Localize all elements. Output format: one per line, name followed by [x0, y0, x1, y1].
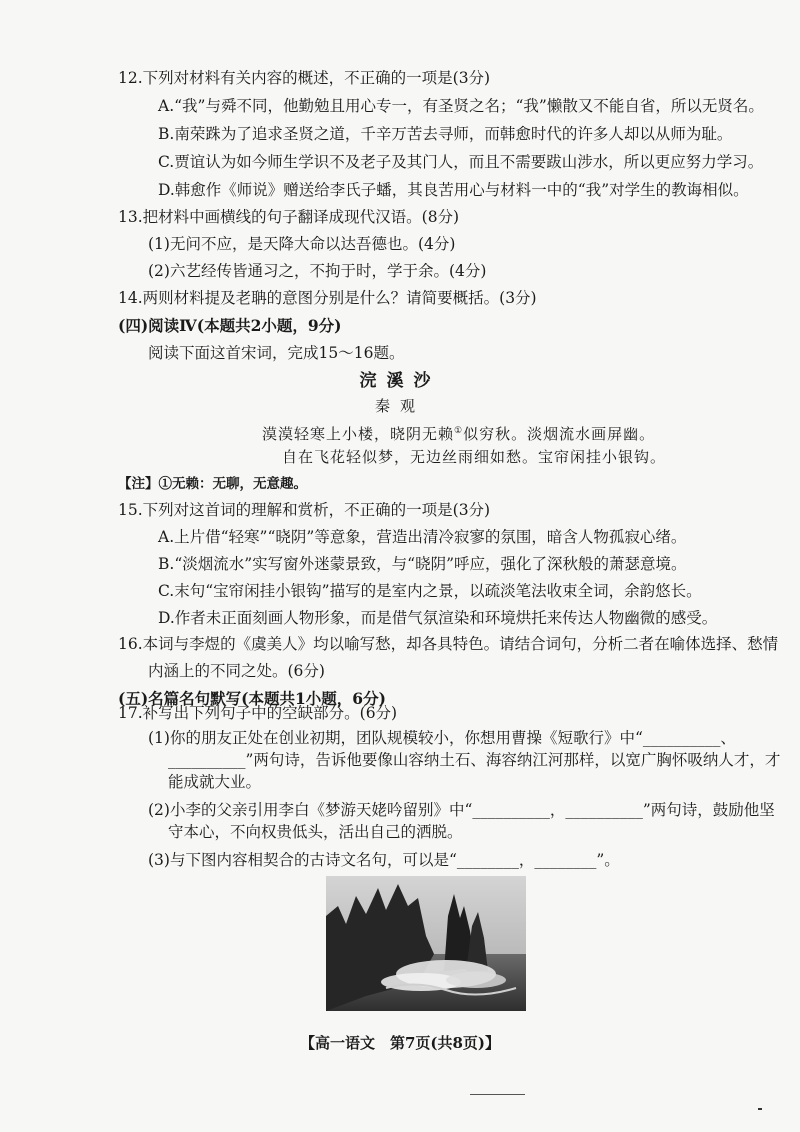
section4-header: (四)阅读Ⅳ(本题共2小题，9分) [118, 316, 342, 335]
q15-option-d: D.作者未正面刻画人物形象，而是借气氛渲染和环境烘托来传达人物幽微的感受。 [158, 609, 718, 627]
q13-stem: 13.把材料中画横线的句子翻译成现代汉语。(8分) [118, 208, 460, 226]
q17-sub2-line2: 守本心，不向权贵低头，活出自己的洒脱。 [168, 823, 463, 841]
seascape-illustration [326, 876, 526, 1011]
q17-stem: 17.补写出下列句子中的空缺部分。(6分) [118, 704, 398, 722]
poem-line-2: 自在飞花轻似梦，无边丝雨细如愁。宝帘闲挂小银钩。 [282, 448, 667, 466]
q16-line-2: 内涵上的不同之处。(6分) [148, 662, 325, 680]
poem-author: 秦观 [374, 397, 425, 415]
q13-sub1: (1)无问不应，是天降大命以达吾德也。(4分) [148, 235, 456, 253]
q17-sub1-line3: 能成就大业。 [168, 773, 262, 791]
q13-sub2: (2)六艺经传皆通习之，不拘于时，学于余。(4分) [148, 262, 487, 280]
page-footer: 【高一语文 第7页(共8页)】 [299, 1034, 501, 1052]
q12-option-c: C.贾谊认为如今师生学识不及老子及其门人，而且不需要跋山涉水，所以更应努力学习。 [158, 153, 764, 171]
footer-rule [470, 1094, 525, 1095]
poem-line-1b: 似穷秋。淡烟流水画屏幽。 [463, 425, 656, 443]
q12-stem: 12.下列对材料有关内容的概述，不正确的一项是(3分) [118, 69, 491, 87]
q17-sub3: (3)与下图内容相契合的古诗文名句，可以是“________，________”。 [148, 851, 620, 869]
poem-title: 浣溪沙 [359, 371, 441, 391]
poem-line-1a: 漠漠轻寒上小楼，晓阴无赖 [262, 425, 455, 443]
q12-option-b: B.南荣跦为了追求圣贤之道，千辛万苦去寻师，而韩愈时代的许多人却以从师为耻。 [158, 125, 733, 143]
section5-header: (五)名篇名句默写(本题共1小题，6分) [118, 689, 386, 708]
q15-option-b: B.“淡烟流水”实写窗外迷蒙景致，与“晓阴”呼应，强化了深秋般的萧瑟意境。 [158, 555, 687, 573]
q15-option-a: A.上片借“轻寒”“晓阴”等意象，营造出清冷寂寥的氛围，暗含人物孤寂心绪。 [158, 528, 687, 546]
q12-option-d: D.韩愈作《师说》赠送给李氏子蟠，其良苦用心与材料一中的“我”对学生的教诲相似。 [158, 181, 749, 199]
scan-mark [758, 1108, 762, 1110]
section4-intro: 阅读下面这首宋词，完成15～16题。 [148, 344, 405, 362]
q17-sub1-line1: (1)你的朋友正处在创业初期，团队规模较小，你想用曹操《短歌行》中“__________、 [148, 729, 736, 747]
q12-option-a: A.“我”与舜不同，他勤勉且用心专一，有圣贤之名；“我”懒散又不能自省，所以无贤名。 [158, 97, 764, 115]
q14-stem: 14.两则材料提及老聃的意图分别是什么？请简要概括。(3分) [118, 289, 537, 307]
q16-line-1: 16.本词与李煜的《虞美人》均以喻写愁，却各具特色。请结合词句，分析二者在喻体选择、愁情 [118, 635, 779, 653]
q15-option-c: C.末句“宝帘闲挂小银钩”描写的是室内之景，以疏淡笔法收束全词，余韵悠长。 [158, 582, 702, 600]
poem-line-1 [262, 421, 655, 444]
footnote-mark: ① [454, 426, 464, 436]
seascape-photo [326, 876, 526, 1011]
q17-sub1-line2: __________”两句诗，告诉他要像山容纳土石、海容纳江河那样，以宽广胸怀吸纳人才，才 [168, 751, 781, 769]
q15-stem: 15.下列对这首词的理解和赏析，不正确的一项是(3分) [118, 501, 491, 519]
poem-note: 【注】①无赖：无聊，无意趣。 [118, 476, 307, 492]
q17-sub2-line1: (2)小李的父亲引用李白《梦游天姥吟留别》中“__________，__________”两句诗，鼓励他坚 [148, 801, 775, 819]
